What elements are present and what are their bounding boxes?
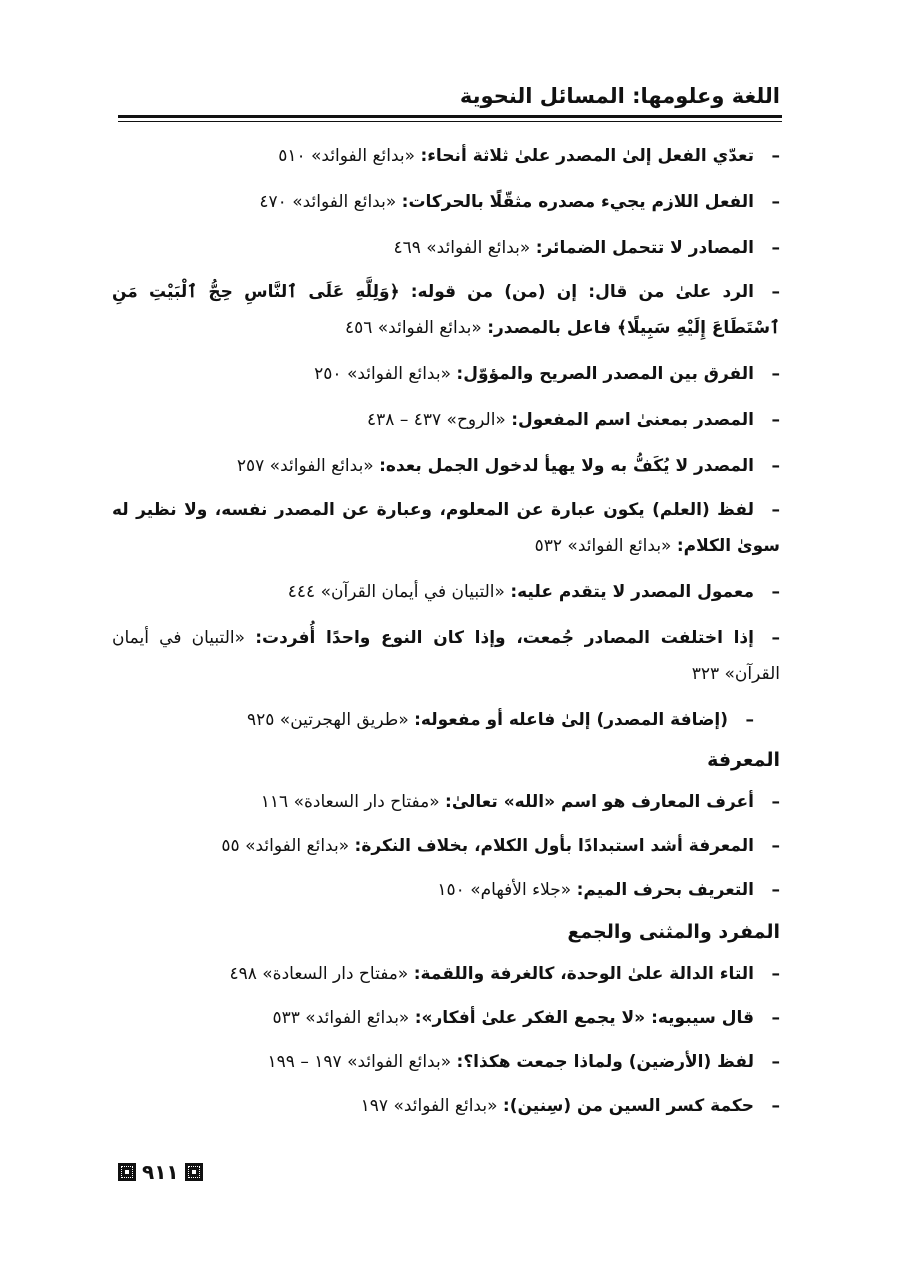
entry-source: «بدائع الفوائد» ٤٦٩	[393, 238, 531, 258]
header-rule-thin	[118, 121, 782, 122]
entry-topic: الفرق بين المصدر الصريح والمؤوّل:	[456, 364, 754, 384]
entry-topic: الفعل اللازم يجيء مصدره مثقّلًا بالحركات:	[401, 192, 754, 212]
index-entry: –تعدّي الفعل إلىٰ المصدر علىٰ ثلاثة أنحاء: «بدائع الفوائد» ٥١٠	[278, 146, 780, 166]
index-entry: –حكمة كسر السين من (سِنين): «بدائع الفوائد» ١٩٧	[360, 1096, 780, 1116]
index-entry: –الفرق بين المصدر الصريح والمؤوّل: «بدائع الفوائد» ٢٥٠	[314, 364, 780, 384]
entry-source: «جلاء الأفهام» ١٥٠	[437, 880, 572, 900]
section-heading: المعرفة	[707, 749, 780, 771]
entry-source: «بدائع الفوائد» ٢٥٧	[236, 456, 374, 476]
ornament-icon	[118, 1163, 136, 1181]
entry-topic: التاء الدالة علىٰ الوحدة، كالغرفة واللقمة:	[413, 964, 754, 984]
entry-source: «التبيان في أيمان القرآن» ٣٢٣	[112, 628, 780, 684]
entry-source: «بدائع الفوائد» ٢٥٠	[314, 364, 451, 384]
index-entry: –إذا اختلفت المصادر جُمعت، وإذا كان النوع واحدًا أُفردت: «التبيان في أيمان القرآن» ٣٢٣	[112, 628, 780, 684]
entry-topic: حكمة كسر السين من (سِنين):	[502, 1096, 754, 1116]
index-entry: –لفظ (الأرضين) ولماذا جمعت هكذا؟: «بدائع الفوائد» ١٩٧ – ١٩٩	[267, 1052, 780, 1072]
entry-topic: لفظ (العلم) يكون عبارة عن المعلوم، وعبارة عن المصدر نفسه، ولا نظير له سوىٰ الكلام:	[112, 500, 780, 556]
page-number: ٩١١	[142, 1160, 179, 1184]
running-head: اللغة وعلومها: المسائل النحوية	[459, 84, 780, 108]
index-entry: –الرد علىٰ من قال: إن (من) من قوله: ﴿وَلِلَّهِ عَلَى ٱلنَّاسِ حِجُّ ٱلْبَيْتِ مَنِ ٱسْتَطَاعَ إِلَيْهِ سَبِيلًا﴾ فاعل بالمصدر: «بدائع الفوائد» ٤٥٦	[112, 282, 780, 338]
entry-source: «بدائع الفوائد» ٥٣٢	[534, 536, 672, 556]
entry-topic: معمول المصدر لا يتقدم عليه:	[510, 582, 754, 602]
entry-topic: المعرفة أشد استبدادًا بأول الكلام، بخلاف النكرة:	[354, 836, 754, 856]
entry-topic: المصدر بمعنىٰ اسم المفعول:	[511, 410, 754, 430]
index-entry: –المعرفة أشد استبدادًا بأول الكلام، بخلاف النكرة: «بدائع الفوائد» ٥٥	[221, 836, 780, 856]
header-rule-thick	[118, 115, 782, 118]
page-folio	[118, 1160, 203, 1184]
index-entry: –الفعل اللازم يجيء مصدره مثقّلًا بالحركات: «بدائع الفوائد» ٤٧٠	[259, 192, 780, 212]
entry-topic: المصدر لا يُكَفُّ به ولا يهيأ لدخول الجمل بعده:	[379, 456, 754, 476]
entry-source: «التبيان في أيمان القرآن» ٤٤٤	[287, 582, 505, 602]
entry-topic: إذا اختلفت المصادر جُمعت، وإذا كان النوع واحدًا أُفردت:	[255, 628, 754, 648]
index-entry: –أعرف المعارف هو اسم «الله» تعالىٰ: «مفتاح دار السعادة» ١١٦	[260, 792, 780, 812]
section-heading: المفرد والمثنى والجمع	[567, 921, 780, 943]
entry-topic: أعرف المعارف هو اسم «الله» تعالىٰ:	[445, 792, 754, 812]
entry-source: «طريق الهجرتين» ٩٢٥	[246, 710, 409, 730]
entry-topic: الرد علىٰ من قال: إن (من) من قوله: ﴿وَلِلَّهِ عَلَى ٱلنَّاسِ حِجُّ ٱلْبَيْتِ مَنِ ٱسْتَطَاعَ إِلَيْهِ سَبِيلًا﴾ فاعل بالمصدر:	[112, 282, 780, 338]
entry-source: «مفتاح دار السعادة» ٤٩٨	[229, 964, 409, 984]
entry-source: «الروح» ٤٣٧ – ٤٣٨	[367, 410, 506, 430]
entry-topic: لفظ (الأرضين) ولماذا جمعت هكذا؟:	[456, 1052, 754, 1072]
entry-source: «بدائع الفوائد» ٥٣٣	[272, 1008, 410, 1028]
entry-topic: (إضافة المصدر) إلىٰ فاعله أو مفعوله:	[414, 710, 728, 730]
entry-source: «بدائع الفوائد» ٥١٠	[278, 146, 416, 166]
entry-source: «بدائع الفوائد» ٤٧٠	[259, 192, 397, 212]
index-entry: –لفظ (العلم) يكون عبارة عن المعلوم، وعبارة عن المصدر نفسه، ولا نظير له سوىٰ الكلام: «بدائع الفوائد» ٥٣٢	[112, 500, 780, 556]
entry-topic: قال سيبويه: «لا يجمع الفكر علىٰ أفكار»:	[414, 1008, 754, 1028]
index-entry: –المصدر بمعنىٰ اسم المفعول: «الروح» ٤٣٧ – ٤٣٨	[367, 410, 780, 430]
entry-source: «بدائع الفوائد» ١٩٧ – ١٩٩	[267, 1052, 452, 1072]
index-entry: –قال سيبويه: «لا يجمع الفكر علىٰ أفكار»: «بدائع الفوائد» ٥٣٣	[272, 1008, 780, 1028]
entry-source: «بدائع الفوائد» ٤٥٦	[344, 318, 482, 338]
entry-source: «بدائع الفوائد» ٥٥	[221, 836, 350, 856]
index-entry: –التاء الدالة علىٰ الوحدة، كالغرفة واللقمة: «مفتاح دار السعادة» ٤٩٨	[229, 964, 780, 984]
index-entry: –(إضافة المصدر) إلىٰ فاعله أو مفعوله: «طريق الهجرتين» ٩٢٥	[246, 710, 754, 730]
ornament-icon	[185, 1163, 203, 1181]
index-entry: –التعريف بحرف الميم: «جلاء الأفهام» ١٥٠	[437, 880, 780, 900]
index-entry: –المصادر لا تتحمل الضمائر: «بدائع الفوائد» ٤٦٩	[393, 238, 780, 258]
index-entry: –معمول المصدر لا يتقدم عليه: «التبيان في أيمان القرآن» ٤٤٤	[287, 582, 780, 602]
entry-source: «بدائع الفوائد» ١٩٧	[360, 1096, 498, 1116]
entry-topic: تعدّي الفعل إلىٰ المصدر علىٰ ثلاثة أنحاء:	[420, 146, 754, 166]
entry-topic: التعريف بحرف الميم:	[576, 880, 754, 900]
entry-source: «مفتاح دار السعادة» ١١٦	[260, 792, 440, 812]
entry-topic: المصادر لا تتحمل الضمائر:	[535, 238, 754, 258]
index-entry: –المصدر لا يُكَفُّ به ولا يهيأ لدخول الجمل بعده: «بدائع الفوائد» ٢٥٧	[236, 456, 780, 476]
